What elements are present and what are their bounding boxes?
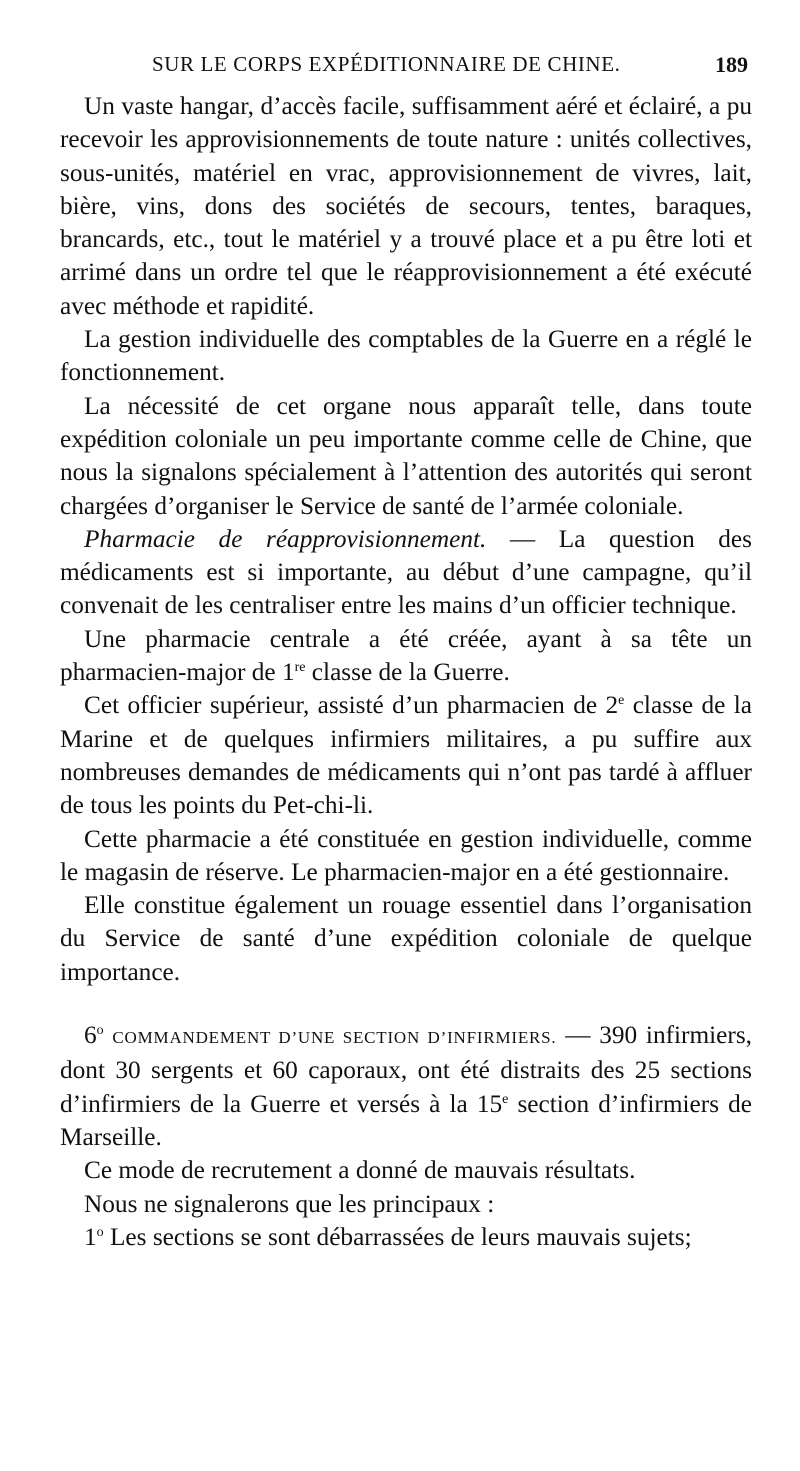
paragraph-necessite: La nécessité de cet organe nous apparaît telle, dans toute expédition coloniale un peu importante comme celle de Chine, que nous la signalons spécialement à l’attention des autorités qui seront chargées d’organiser le Service de santé de l’armée coloniale.	[60, 391, 752, 520]
paragraph-commandement-end: section d’infirmiers de Marseille.	[60, 1089, 752, 1151]
paragraph-commandement-start: — 390 infirmiers, dont 30 sergents et 60 caporaux, ont été distraits des 25 sections d’infirmiers de la Guerre et versés à la 15	[60, 1021, 753, 1118]
section-heading-commandement: COMMANDEMENT D’UNE SECTION D’INFIRMIERS.	[112, 1028, 557, 1048]
ordinal-superscript: e	[618, 693, 625, 709]
section-heading-pharmacie: Pharmacie de réapprovisionnement.	[84, 524, 487, 553]
list-number-superscript: o	[96, 1224, 104, 1240]
paragraph-officier-end: classe de la Marine et de quelques infirmiers militaires, a pu suffire aux nombreuses demandes de médicaments qui n’ont pas tardé à affluer de tous les points du Pet-chi-li.	[60, 691, 752, 820]
page-number: 189	[715, 52, 748, 77]
ordinal-superscript: e	[502, 1091, 509, 1107]
paragraph-point-one	[60, 1221, 752, 1254]
paragraph-gestion: La gestion individuelle des comptables de la Guerre en a réglé le fonctionnement.	[60, 325, 752, 387]
paragraph-pharmacie-text: — La question des médicaments est si importante, au début d’une campagne, qu’il convenait de les centraliser entre les mains d’un officier technique.	[60, 524, 752, 620]
paragraph-pharmacie-centrale-end: classe de la Guerre.	[305, 658, 510, 687]
paragraph-rouage: Elle constitue également un rouage essentiel dans l’organisation du Service de santé d’une expédition coloniale de quelque importance.	[60, 891, 752, 986]
paragraph-pharmacie-centrale	[60, 623, 752, 690]
list-number: 1	[84, 1222, 97, 1251]
paragraph-gestion-individuelle: Cette pharmacie a été constituée en gestion individuelle, comme le magasin de réserve. Le pharmacien-major en a été gestionnaire.	[60, 824, 752, 886]
paragraph-point-one-text: Les sections se sont débarrassées de leurs mauvais sujets;	[103, 1222, 692, 1251]
body-text	[60, 90, 752, 1254]
book-page	[60, 52, 752, 1254]
ordinal-superscript: re	[294, 660, 306, 676]
running-header	[60, 52, 752, 86]
paragraph-officier-start: Cet officier supérieur, assisté d’un pharmacien de 2	[84, 691, 619, 720]
paragraph-recrutement: Ce mode de recrutement a donné de mauvais résultats.	[84, 1156, 636, 1185]
paragraph-officier	[60, 689, 752, 822]
section-number: 6	[84, 1021, 97, 1050]
paragraph-hangar: Un vaste hangar, d’accès facile, suffisamment aéré et éclairé, a pu recevoir les approvisionnements de toute nature : unités collectives, sous-unités, matériel en vrac, approvisionnement de vivres, lait, bière, vins, dons des sociétés de secours, tentes, baraques, brancards, etc., tout le matériel y a trouvé place et a pu être loti et arrimé dans un ordre tel que le réapprovisionnement a été exécuté avec méthode et rapidité.	[60, 92, 752, 320]
running-title: SUR LE CORPS EXPÉDITIONNAIRE DE CHINE.	[152, 52, 621, 76]
section-number-superscript: o	[96, 1023, 104, 1039]
paragraph-principaux: Nous ne signalerons que les principaux :	[84, 1189, 495, 1218]
paragraph-pharmacie-centrale-start: Une pharmacie centrale a été créée, ayant à sa tête un pharmacien-major de 1	[60, 624, 752, 687]
paragraph-pharmacie	[60, 523, 752, 623]
paragraph-commandement	[60, 1019, 752, 1154]
